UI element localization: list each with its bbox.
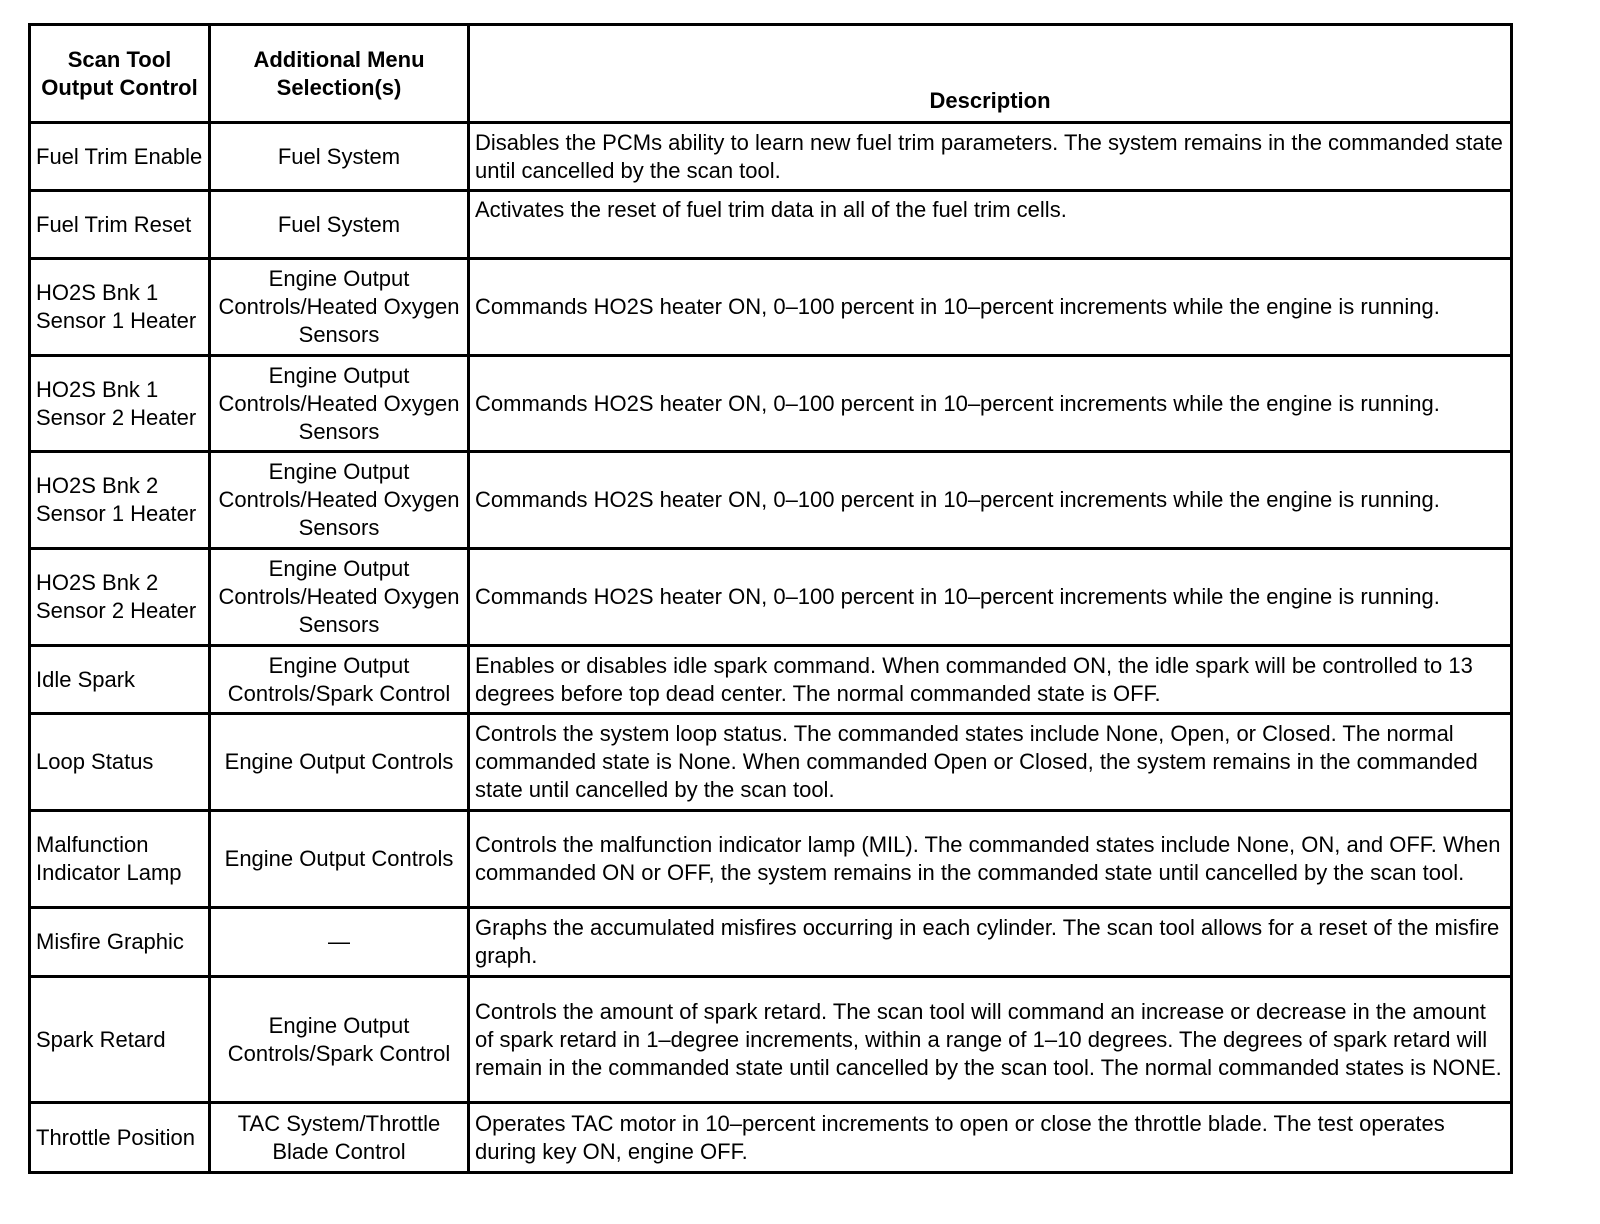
menu-cell: —	[210, 908, 469, 977]
control-cell: Spark Retard	[30, 977, 210, 1103]
description-cell: Commands HO2S heater ON, 0–100 percent in 10–percent increments while the engine is running.	[469, 356, 1512, 452]
description-cell: Commands HO2S heater ON, 0–100 percent in 10–percent increments while the engine is running.	[469, 259, 1512, 356]
table-row	[30, 452, 1512, 549]
control-cell: HO2S Bnk 2 Sensor 1 Heater	[30, 452, 210, 549]
header-row	[30, 25, 1512, 123]
description-cell: Operates TAC motor in 10–percent increments to open or close the throttle blade. The test operates during key ON, engine OFF.	[469, 1103, 1512, 1173]
menu-cell: Engine Output Controls	[210, 714, 469, 811]
control-cell: Misfire Graphic	[30, 908, 210, 977]
menu-cell: Engine Output Controls	[210, 811, 469, 908]
control-cell: Malfunction Indicator Lamp	[30, 811, 210, 908]
description-cell: Commands HO2S heater ON, 0–100 percent in 10–percent increments while the engine is running.	[469, 549, 1512, 646]
description-cell: Enables or disables idle spark command. When commanded ON, the idle spark will be controlled to 13 degrees before top dead center. The normal commanded state is OFF.	[469, 646, 1512, 714]
control-cell: HO2S Bnk 1 Sensor 1 Heater	[30, 259, 210, 356]
table-row	[30, 191, 1512, 259]
menu-cell: Engine Output Controls/Spark Control	[210, 977, 469, 1103]
menu-cell: Engine Output Controls/Spark Control	[210, 646, 469, 714]
table-row	[30, 259, 1512, 356]
description-cell: Controls the amount of spark retard. The scan tool will command an increase or decrease in the amount of spark retard in 1–degree increments, within a range of 1–10 degrees. The degrees of spark retard will remain in the commanded state until cancelled by the scan tool. The normal commanded states is NONE.	[469, 977, 1512, 1103]
menu-cell: Fuel System	[210, 123, 469, 191]
control-cell: Loop Status	[30, 714, 210, 811]
table-row	[30, 646, 1512, 714]
table-row	[30, 123, 1512, 191]
description-cell: Controls the system loop status. The commanded states include None, Open, or Closed. The normal commanded state is None. When commanded Open or Closed, the system remains in the commanded state until cancelled by the scan tool.	[469, 714, 1512, 811]
control-cell: Idle Spark	[30, 646, 210, 714]
output-control-table	[28, 23, 1513, 1174]
control-cell: Fuel Trim Reset	[30, 191, 210, 259]
header-control: Scan Tool Output Control	[30, 25, 210, 123]
table-row	[30, 977, 1512, 1103]
control-cell: HO2S Bnk 1 Sensor 2 Heater	[30, 356, 210, 452]
menu-cell: TAC System/Throttle Blade Control	[210, 1103, 469, 1173]
description-cell: Activates the reset of fuel trim data in all of the fuel trim cells.	[469, 191, 1512, 259]
menu-cell: Engine Output Controls/Heated Oxygen Sensors	[210, 549, 469, 646]
description-cell: Controls the malfunction indicator lamp (MIL). The commanded states include None, ON, and OFF. When commanded ON or OFF, the system remains in the commanded state until cancelled by the scan tool.	[469, 811, 1512, 908]
header-description: Description	[469, 25, 1512, 123]
description-cell: Disables the PCMs ability to learn new fuel trim parameters. The system remains in the commanded state until cancelled by the scan tool.	[469, 123, 1512, 191]
table-row	[30, 714, 1512, 811]
table-row	[30, 908, 1512, 977]
menu-cell: Fuel System	[210, 191, 469, 259]
header-menu: Additional Menu Selection(s)	[210, 25, 469, 123]
control-cell: HO2S Bnk 2 Sensor 2 Heater	[30, 549, 210, 646]
description-cell: Graphs the accumulated misfires occurring in each cylinder. The scan tool allows for a reset of the misfire graph.	[469, 908, 1512, 977]
control-cell: Throttle Position	[30, 1103, 210, 1173]
table-row	[30, 356, 1512, 452]
menu-cell: Engine Output Controls/Heated Oxygen Sensors	[210, 259, 469, 356]
table-row	[30, 811, 1512, 908]
menu-cell: Engine Output Controls/Heated Oxygen Sensors	[210, 452, 469, 549]
table-row	[30, 1103, 1512, 1173]
description-cell: Commands HO2S heater ON, 0–100 percent in 10–percent increments while the engine is running.	[469, 452, 1512, 549]
table-row	[30, 549, 1512, 646]
control-cell: Fuel Trim Enable	[30, 123, 210, 191]
menu-cell: Engine Output Controls/Heated Oxygen Sensors	[210, 356, 469, 452]
